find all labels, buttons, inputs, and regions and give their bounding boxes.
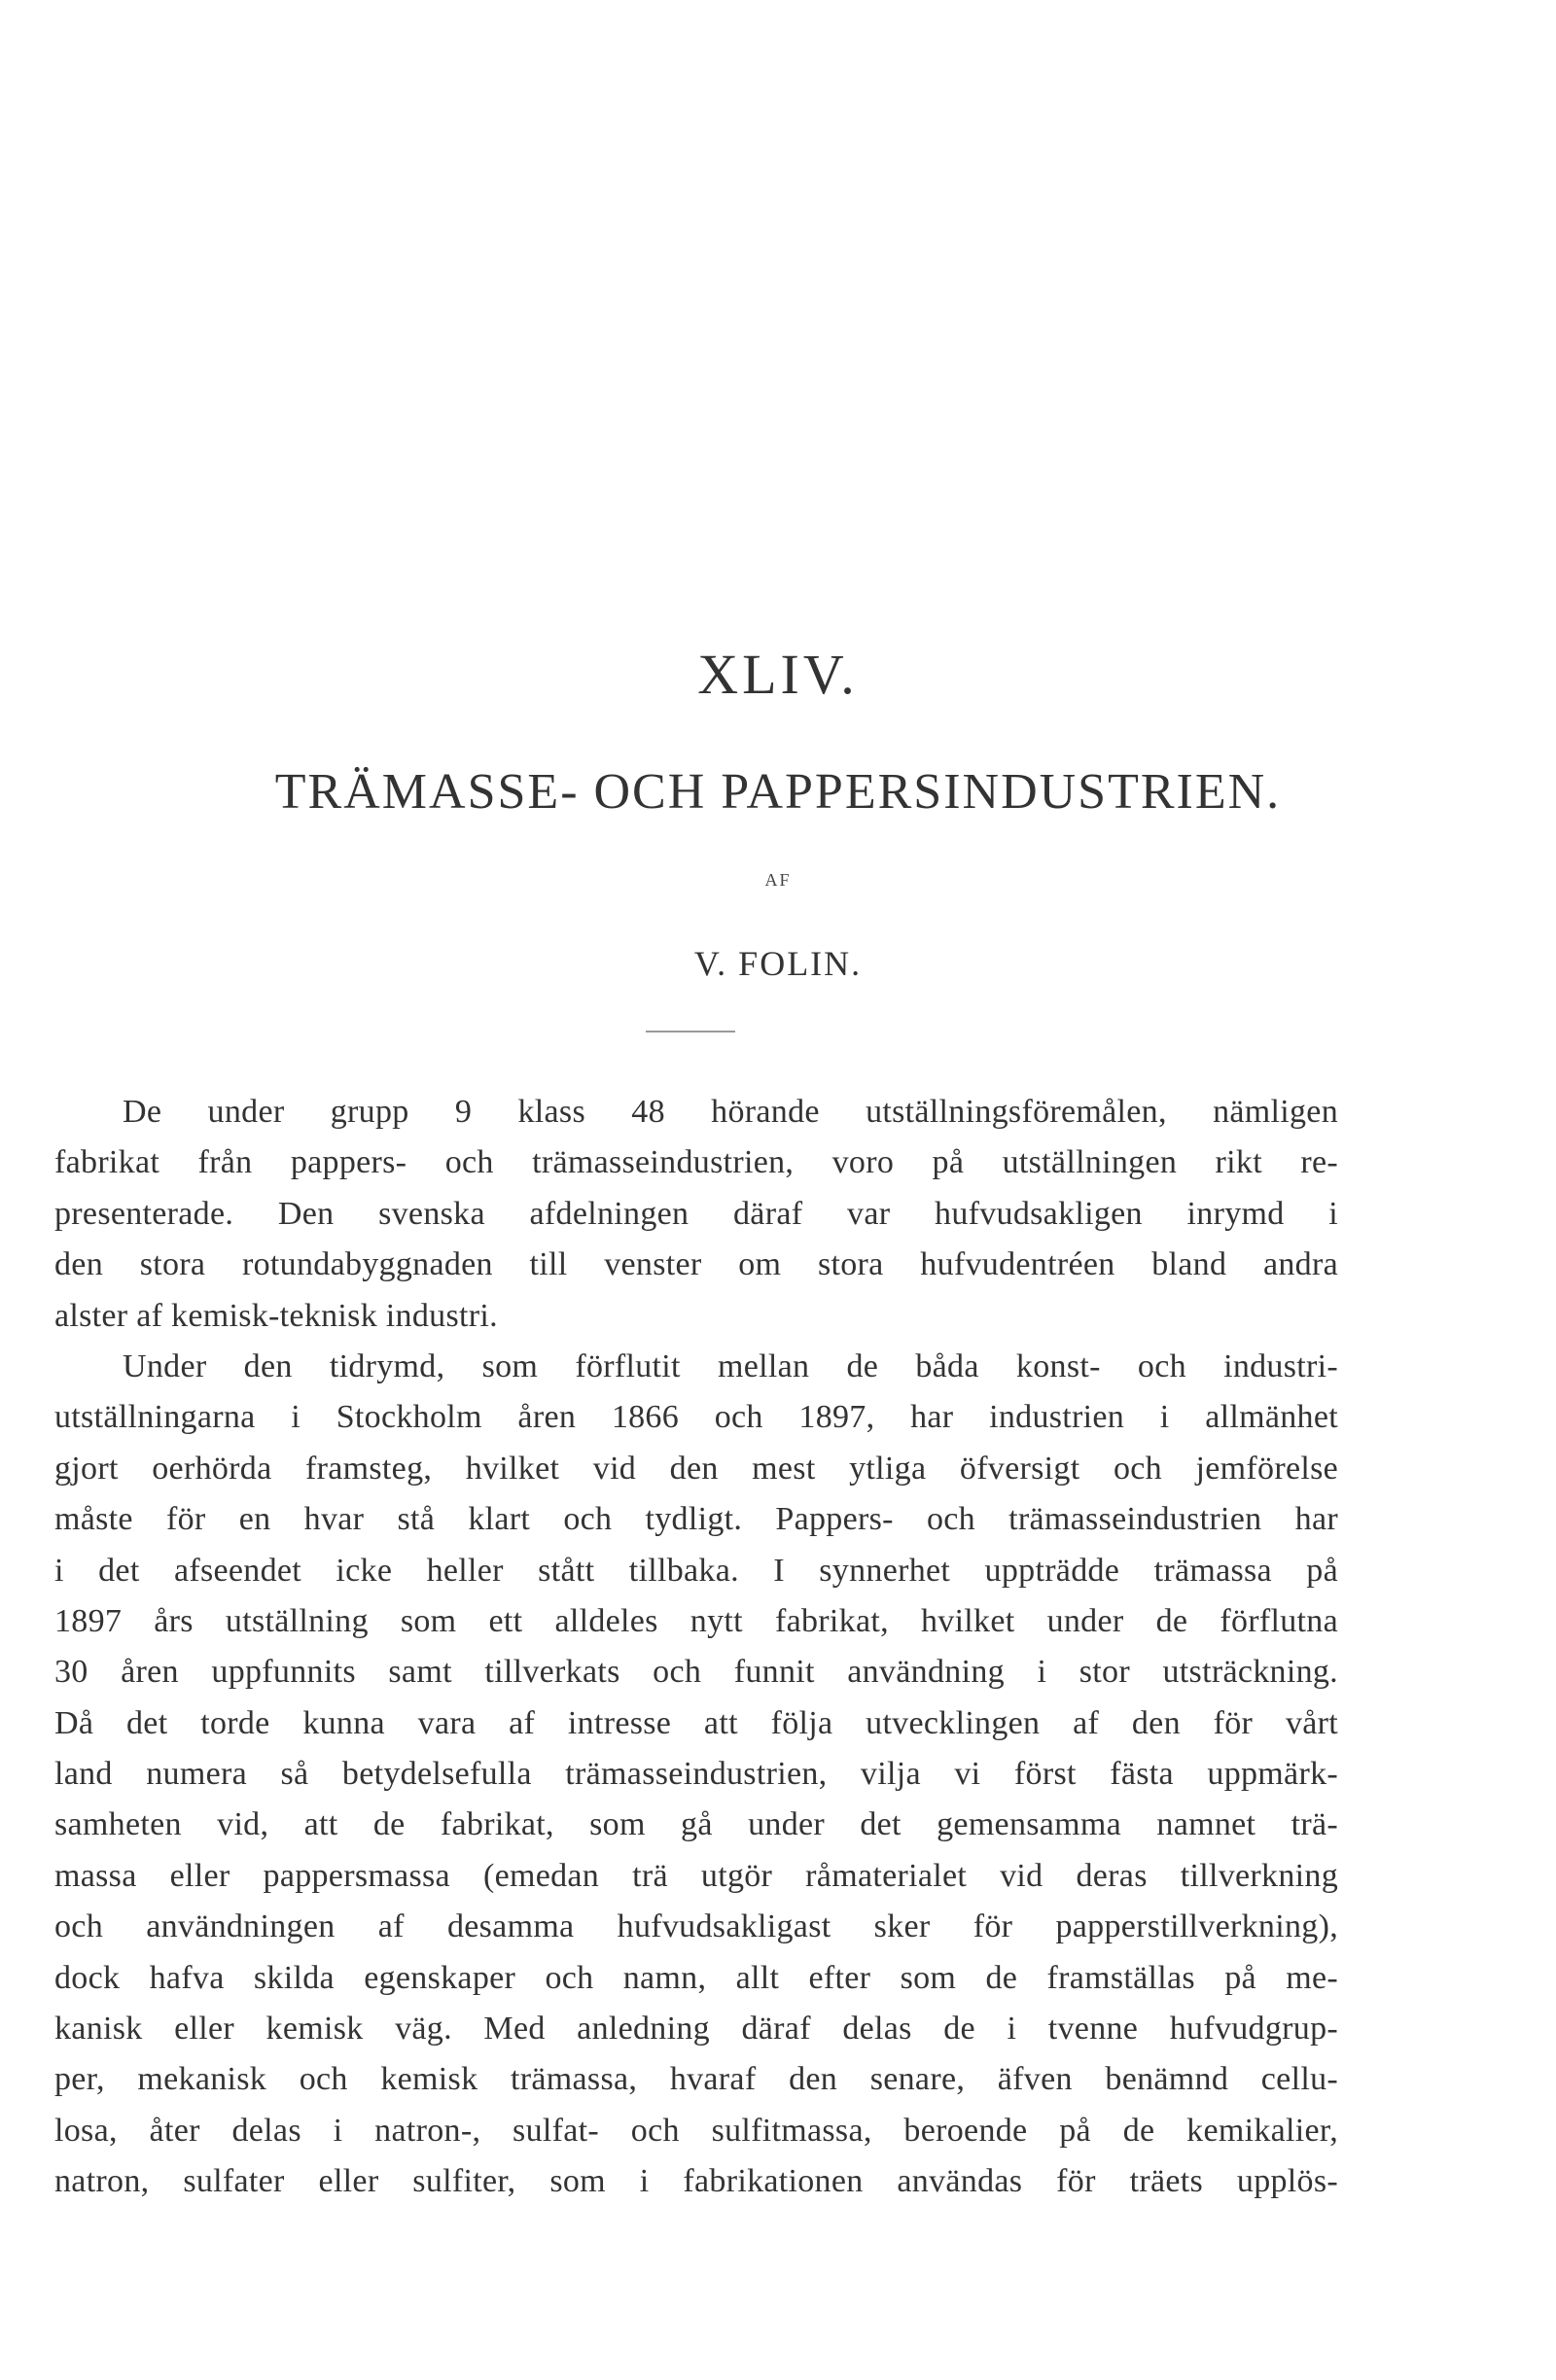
text-line: kanisk eller kemisk väg. Med anledning däraf delas de i tvenne hufvudgrup- bbox=[54, 2011, 1338, 2048]
text-line: land numera så betydelsefulla trämasseindustrien, vilja vi först fästa uppmärk- bbox=[54, 1756, 1338, 1793]
chapter-title: TRÄMASSE- OCH PAPPERSINDUSTRIEN. bbox=[274, 764, 1282, 820]
text-line: natron, sulfater eller sulfiter, som i fabrikationen användas för träets upplös- bbox=[54, 2163, 1338, 2200]
text-line: massa eller pappersmassa (emedan trä utgör råmaterialet vid deras tillverkning bbox=[54, 1857, 1338, 1894]
text-line: presenterade. Den svenska afdelningen däraf var hufvudsakligen inrymd i bbox=[54, 1195, 1338, 1232]
text-line: 1897 års utställning som ett alldeles nytt fabrikat, hvilket under de förflutna bbox=[54, 1602, 1338, 1639]
text-line: De under grupp 9 klass 48 hörande utställningsföremålen, nämligen bbox=[123, 1094, 1338, 1130]
text-line: losa, åter delas i natron-, sulfat- och sulfitmassa, beroende på de kemikalier, bbox=[54, 2112, 1338, 2149]
text-line: utställningarna i Stockholm åren 1866 och 1897, har industrien i allmänhet bbox=[54, 1399, 1338, 1436]
section-divider bbox=[646, 1031, 735, 1032]
text-line: Under den tidrymd, som förflutit mellan de båda konst- och industri- bbox=[123, 1348, 1338, 1384]
text-line: samheten vid, att de fabrikat, som gå under det gemensamma namnet trä- bbox=[54, 1806, 1338, 1843]
text-line: Då det torde kunna vara af intresse att följa utvecklingen af den för vårt bbox=[54, 1704, 1338, 1741]
text-line: och användningen af desamma hufvudsakligast sker för papperstillverkning), bbox=[54, 1908, 1338, 1945]
text-line: gjort oerhörda framsteg, hvilket vid den mest ytliga öfversigt och jemförelse bbox=[54, 1450, 1338, 1487]
text-line: i det afseendet icke heller stått tillbaka. I synnerhet uppträdde trämassa på bbox=[54, 1552, 1338, 1589]
text-line: alster af kemisk-teknisk industri. bbox=[54, 1297, 498, 1334]
chapter-number: XLIV. bbox=[697, 643, 859, 706]
text-line: 30 åren uppfunnits samt tillverkats och funnit användning i stor utsträckning. bbox=[54, 1654, 1338, 1691]
text-line: fabrikat från pappers- och trämasseindustrien, voro på utställningen rikt re- bbox=[54, 1144, 1338, 1181]
author-name: V. FOLIN. bbox=[693, 944, 863, 983]
byline-prefix: AF bbox=[764, 870, 792, 890]
text-line: måste för en hvar stå klart och tydligt. Pappers- och trämasseindustrien har bbox=[54, 1501, 1338, 1538]
text-line: per, mekanisk och kemisk trämassa, hvaraf den senare, äfven benämnd cellu- bbox=[54, 2061, 1338, 2098]
text-line: den stora rotundabyggnaden till venster om stora hufvudentréen bland andra bbox=[54, 1246, 1338, 1283]
body-text bbox=[54, 1087, 1338, 2208]
text-line: dock hafva skilda egenskaper och namn, allt efter som de framställas på me- bbox=[54, 1959, 1338, 1996]
